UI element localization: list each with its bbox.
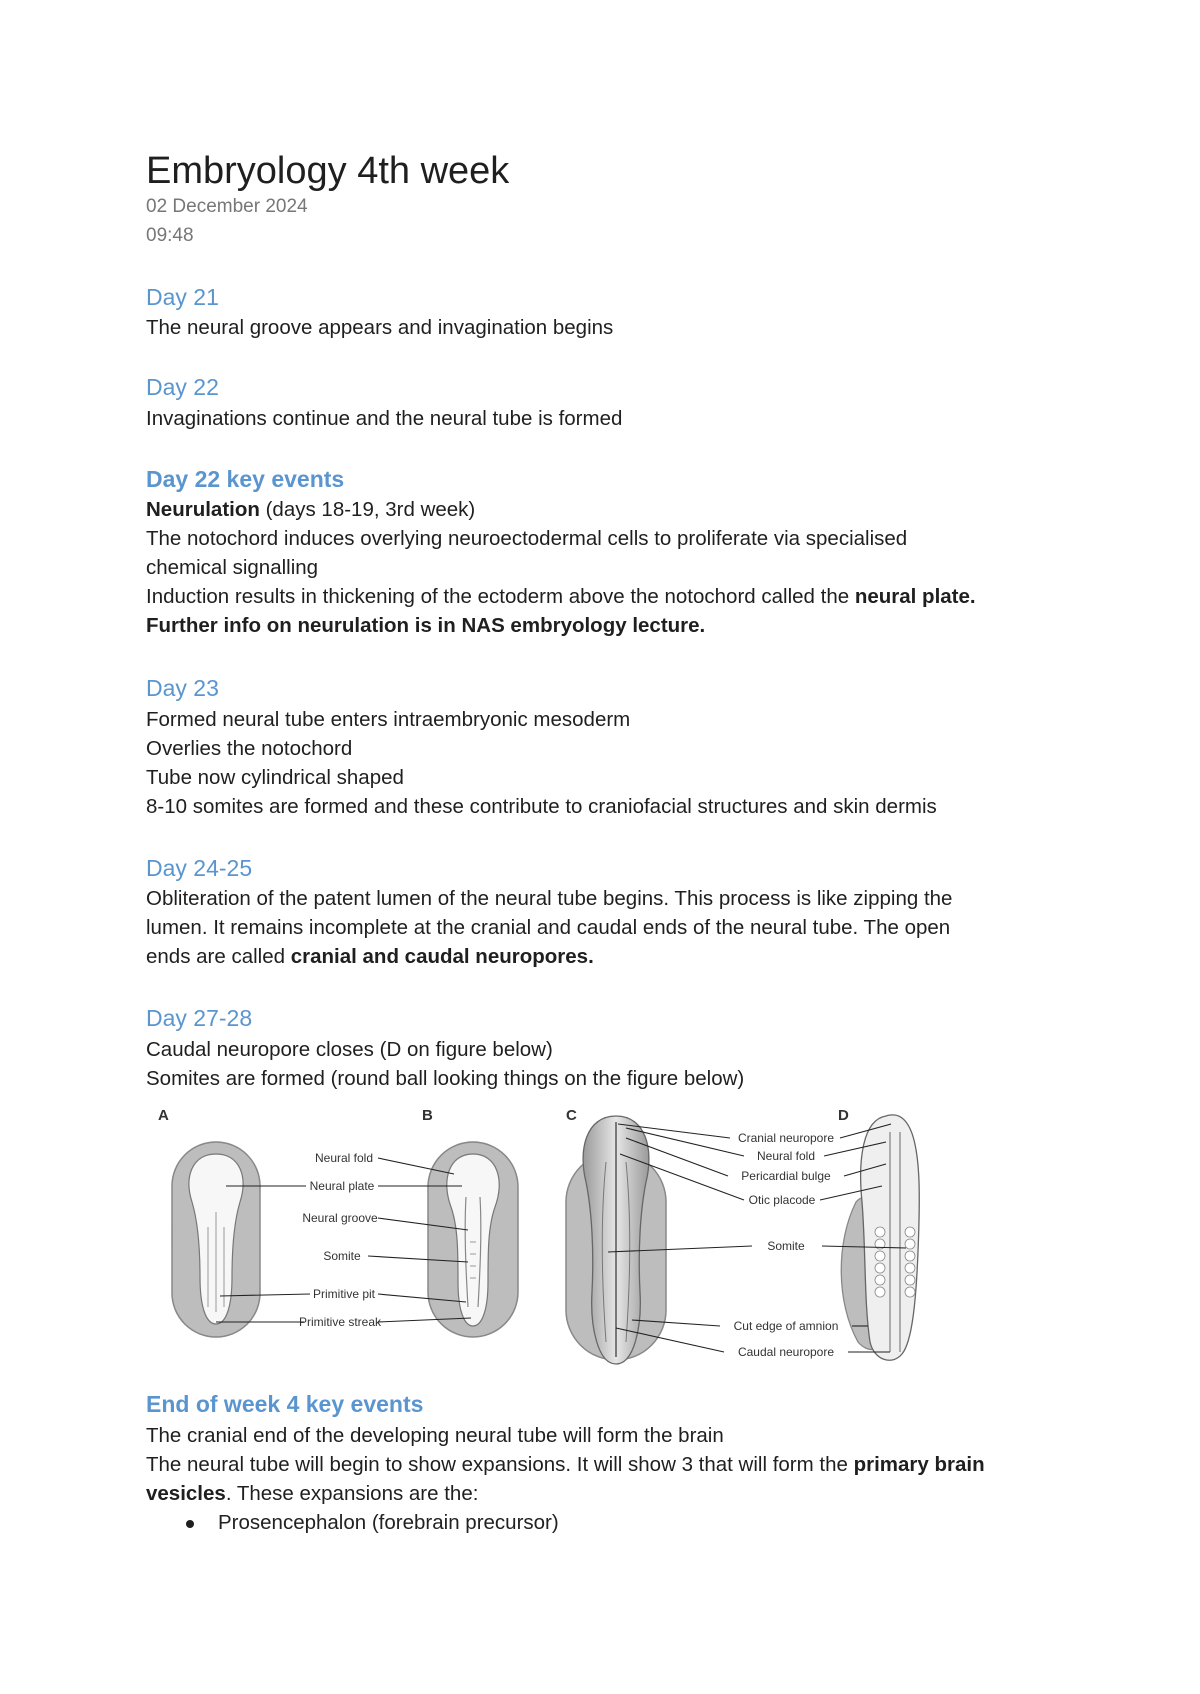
text-line: chemical signalling <box>146 556 319 579</box>
heading-day-22-key-events <box>146 466 344 493</box>
heading-day-27-28: Day 27-28 <box>146 1005 253 1031</box>
heading-day-22: Day 22 <box>146 374 219 400</box>
label-caudal-neuropore: Caudal neuropore <box>737 1345 835 1359</box>
label-cranial-neuropore: Cranial neuropore <box>737 1131 835 1145</box>
label-neural-fold-ab: Neural fold <box>314 1151 374 1165</box>
label-otic-placode: Otic placode <box>748 1193 816 1207</box>
label-pericardial-bulge: Pericardial bulge <box>741 1169 831 1183</box>
text-line <box>146 495 1086 524</box>
heading-text: End of week 4 key events <box>146 1391 424 1417</box>
panel-letter-b: B <box>422 1107 433 1124</box>
text-line: Formed neural tube enters intraembryonic mesoderm <box>146 708 631 731</box>
heading-day-21: Day 21 <box>146 284 219 310</box>
label-primitive-streak: Primitive streak <box>298 1315 382 1329</box>
neural-plate-term: neural plate. <box>854 585 976 608</box>
text-line <box>146 1450 1086 1479</box>
day-22-text <box>146 404 1086 433</box>
text-line: Invaginations continue and the neural tube is formed <box>146 407 623 430</box>
list-item <box>146 1508 559 1537</box>
text-segment: The neural tube will begin to show expansions. It will show 3 that will form the <box>146 1453 854 1476</box>
text-line: Overlies the notochord <box>146 737 353 760</box>
embryo-c-drawing <box>566 1116 666 1364</box>
panel-letter-c: C <box>566 1107 577 1124</box>
heading-end-of-week-4 <box>146 1391 423 1418</box>
neurulation-detail: (days 18-19, 3rd week) <box>259 498 476 521</box>
day-24-25-text <box>146 884 1086 971</box>
note-date: 02 December 2024 <box>146 196 308 217</box>
embryo-diagram <box>146 1102 996 1370</box>
text-line: 8-10 somites are formed and these contribute to craniofacial structures and skin dermis <box>146 795 937 818</box>
panel-letter-a: A <box>158 1107 169 1124</box>
text-line: lumen. It remains incomplete at the cranial and caudal ends of the neural tube. The open <box>146 916 951 939</box>
label-somite-cd: Somite <box>767 1239 805 1253</box>
primary-brain-term: primary brain <box>853 1453 985 1476</box>
day-21-text <box>146 313 1086 342</box>
note-time: 09:48 <box>146 225 194 246</box>
further-info-note: Further info on neurulation is in NAS embryology lecture. <box>146 614 706 637</box>
label-neural-plate-ab: Neural plate <box>309 1179 375 1193</box>
neurulation-term: Neurulation <box>146 498 260 521</box>
heading-text: Day 22 key events <box>146 466 345 492</box>
text-line <box>146 1479 1086 1508</box>
text-line: The notochord induces overlying neuroectodermal cells to proliferate via specialised <box>146 527 908 550</box>
neurulation-figure <box>146 1102 996 1370</box>
text-line: The neural groove appears and invagination begins <box>146 316 614 339</box>
text-line <box>146 611 1086 640</box>
text-line: The cranial end of the developing neural tube will form the brain <box>146 1424 724 1447</box>
bullet-icon <box>186 1520 194 1528</box>
label-cut-edge-of-amnion: Cut edge of amnion <box>733 1319 839 1333</box>
brain-vesicles-list <box>146 1508 559 1537</box>
list-item-text: Prosencephalon (forebrain precursor) <box>218 1511 559 1534</box>
text-segment: Induction results in thickening of the ectoderm above the notochord called the <box>146 585 855 608</box>
day-22-key-events-text <box>146 495 1086 640</box>
text-line: Somites are formed (round ball looking things on the figure below) <box>146 1067 745 1090</box>
panel-letter-d: D <box>838 1107 849 1124</box>
text-line: Caudal neuropore closes (D on figure below) <box>146 1038 553 1061</box>
end-of-week-4-text <box>146 1421 1086 1508</box>
text-segment: . These expansions are the: <box>225 1482 479 1505</box>
heading-day-23: Day 23 <box>146 675 219 701</box>
neuropores-term: cranial and caudal neuropores. <box>290 945 594 968</box>
embryo-a-drawing <box>172 1142 260 1337</box>
embryo-d-drawing <box>841 1115 919 1360</box>
text-line <box>146 582 1086 611</box>
text-segment: ends are called <box>146 945 291 968</box>
label-somite-ab: Somite <box>323 1249 361 1263</box>
vesicles-term: vesicles <box>146 1482 226 1505</box>
heading-day-24-25: Day 24-25 <box>146 855 253 881</box>
label-primitive-pit: Primitive pit <box>312 1287 376 1301</box>
day-23-text <box>146 705 1086 821</box>
label-neural-fold-cd: Neural fold <box>756 1149 816 1163</box>
page-title: Embryology 4th week <box>146 150 510 192</box>
text-line <box>146 942 1086 971</box>
text-line: Obliteration of the patent lumen of the neural tube begins. This process is like zipping the <box>146 887 953 910</box>
label-neural-groove: Neural groove <box>302 1211 378 1225</box>
text-line: Tube now cylindrical shaped <box>146 766 404 789</box>
day-27-28-text <box>146 1035 1086 1093</box>
